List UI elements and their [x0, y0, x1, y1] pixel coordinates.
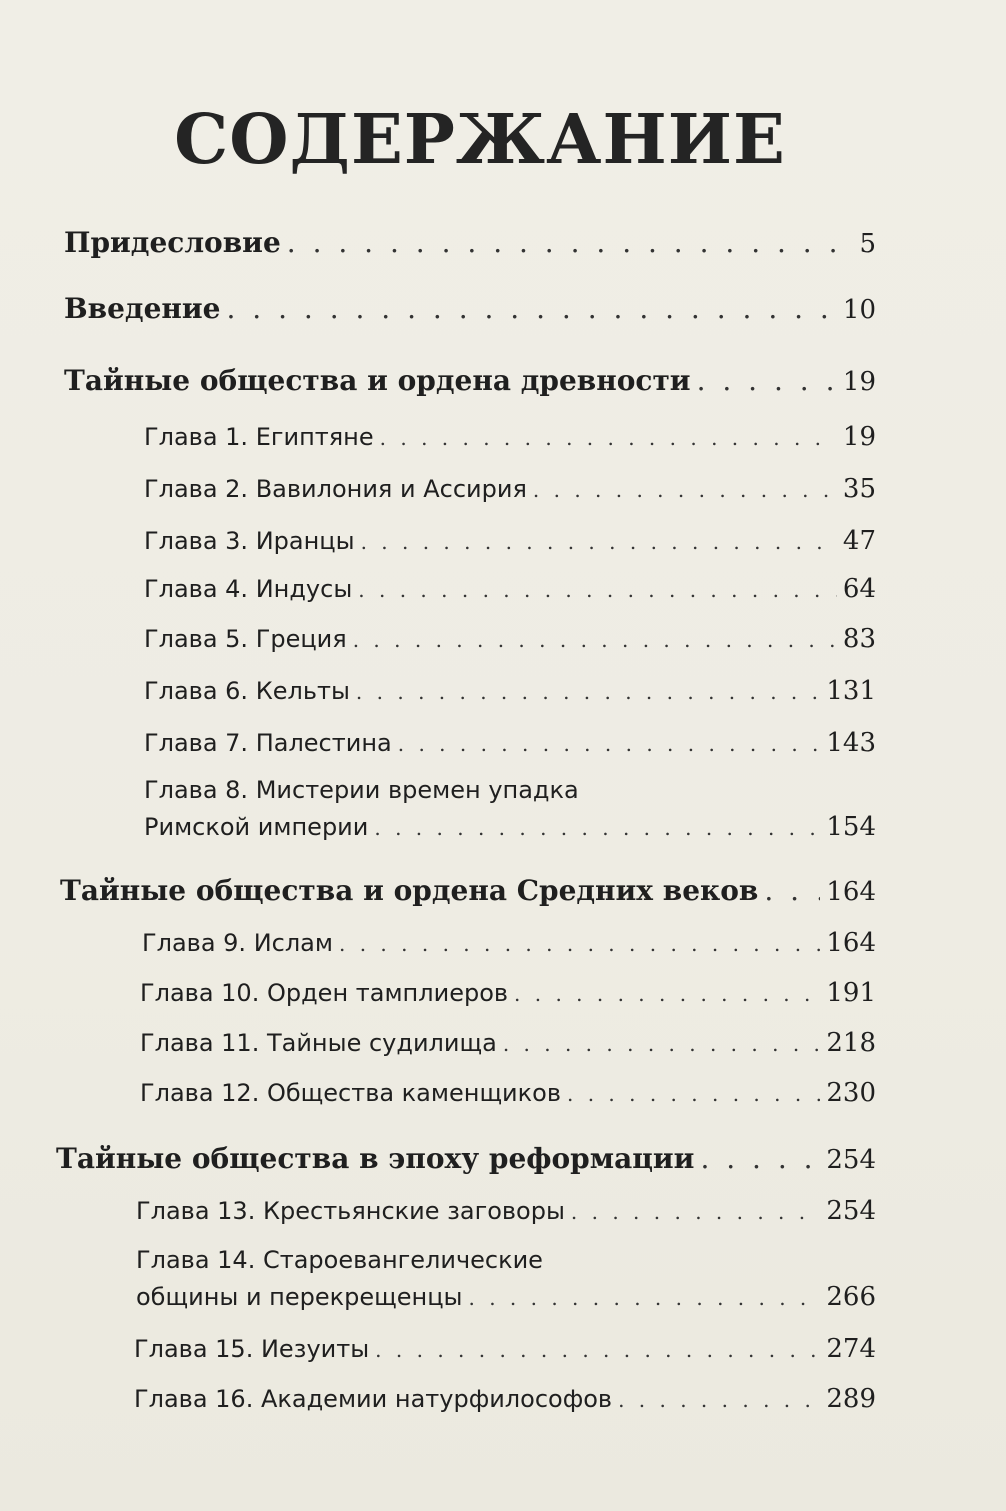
toc-chapter-3: [144, 526, 876, 556]
dot-leader: [700, 1142, 820, 1175]
dot-leader: [533, 478, 837, 502]
toc-chapter-16: [134, 1384, 876, 1414]
toc-entry-label: Глава 5. Греция: [144, 625, 347, 653]
toc-entry-label: Глава 7. Палестина: [144, 729, 392, 757]
dot-leader: [380, 426, 837, 450]
dot-leader: [227, 292, 837, 325]
toc-entry-label: Глава 4. Индусы: [144, 575, 353, 603]
toc-chapter-8-first-line: Глава 8. Мистерии времен упадка: [144, 776, 579, 804]
toc-entry-label: Глава 10. Орден тамплиеров: [140, 979, 509, 1007]
dot-leader: [571, 1200, 820, 1224]
dot-leader: [503, 1032, 821, 1056]
toc-page-number: 64: [842, 574, 876, 604]
toc-entry-label: Глава 2. Вавилония и Ассирия: [144, 475, 527, 503]
dot-leader: [618, 1388, 820, 1412]
toc-chapter-13: [136, 1196, 876, 1226]
toc-entry-label: Глава 13. Крестьянские заговоры: [136, 1197, 565, 1225]
toc-chapter-1: [144, 422, 876, 452]
toc-entry-label: Глава 6. Кельты: [144, 677, 350, 705]
toc-page-number: 5: [859, 229, 876, 259]
toc-page-number: 35: [842, 474, 876, 504]
toc-part-middle-ages: [60, 874, 876, 907]
toc-chapter-15: [134, 1334, 876, 1364]
dot-leader: [468, 1286, 820, 1310]
dot-leader: [339, 932, 820, 956]
dot-leader: [353, 628, 837, 652]
toc-page-number: 164: [826, 877, 876, 907]
dot-leader: [361, 530, 837, 554]
toc-chapter-8: [144, 812, 876, 842]
toc-page-number: 143: [826, 728, 876, 758]
toc-entry-label: Римской империи: [144, 813, 369, 841]
toc-page-number: 10: [842, 295, 876, 325]
toc-page-number: 230: [826, 1078, 876, 1108]
toc-page-number: 47: [842, 526, 876, 556]
toc-entry-label: Глава 11. Тайные судилища: [140, 1029, 497, 1057]
dot-leader: [567, 1082, 820, 1106]
dot-leader: [358, 578, 837, 602]
toc-entry-introduction: [64, 292, 876, 325]
toc-entry-label: Тайные общества в эпоху реформации: [56, 1142, 695, 1175]
toc-entry-label: Тайные общества и ордена древности: [64, 364, 691, 397]
toc-entry-label: Введение: [64, 292, 221, 325]
dot-leader: [356, 680, 820, 704]
toc-entry-label: Глава 9. Ислам: [142, 929, 333, 957]
dot-leader: [375, 1338, 820, 1362]
toc-entry-label: Тайные общества и ордена Средних веков: [60, 874, 759, 907]
toc-page-number: 131: [826, 676, 876, 706]
toc-entry-label: Глава 1. Египтяне: [144, 423, 374, 451]
dot-leader: [697, 364, 837, 397]
dot-leader: [398, 732, 821, 756]
toc-chapter-10: [140, 978, 876, 1008]
toc-chapter-14-first-line: Глава 14. Староевангелические: [136, 1246, 543, 1274]
toc-part-reformation: [56, 1142, 876, 1175]
toc-chapter-9: [142, 928, 876, 958]
dot-leader: [764, 874, 820, 907]
toc-page-number: 254: [826, 1196, 876, 1226]
toc-entry-preface: [64, 226, 876, 259]
toc-page-number: 266: [826, 1282, 876, 1312]
toc-chapter-11: [140, 1028, 876, 1058]
toc-page-number: 254: [826, 1145, 876, 1175]
dot-leader: [287, 226, 854, 259]
toc-entry-label: Глава 15. Иезуиты: [134, 1335, 370, 1363]
toc-chapter-14: [136, 1282, 876, 1312]
toc-chapter-5: [144, 624, 876, 654]
dot-leader: [374, 816, 820, 840]
toc-chapter-12: [140, 1078, 876, 1108]
toc-entry-label: Придесловие: [64, 226, 281, 259]
toc-page-number: 289: [826, 1384, 876, 1414]
toc-chapter-2: [144, 474, 876, 504]
toc-chapter-6: [144, 676, 876, 706]
toc-page-number: 164: [826, 928, 876, 958]
toc-page-number: 218: [826, 1028, 876, 1058]
toc-entry-label: Глава 16. Академии натурфилософов: [134, 1385, 613, 1413]
dot-leader: [514, 982, 820, 1006]
toc-part-antiquity: [64, 364, 876, 397]
toc-chapter-7: [144, 728, 876, 758]
toc-page-number: 191: [826, 978, 876, 1008]
toc-chapter-4: [144, 574, 876, 604]
toc-entry-label: Глава 12. Общества каменщиков: [140, 1079, 561, 1107]
toc-page-number: 274: [826, 1334, 876, 1364]
toc-page-number: 154: [826, 812, 876, 842]
toc-entry-label: общины и перекрещенцы: [136, 1283, 463, 1311]
page-title: СОДЕРЖАНИЕ: [174, 100, 786, 180]
toc-entry-label: Глава 3. Иранцы: [144, 527, 355, 555]
toc-page-number: 19: [842, 422, 876, 452]
toc-page-number: 83: [842, 624, 876, 654]
toc-page-number: 19: [842, 367, 876, 397]
